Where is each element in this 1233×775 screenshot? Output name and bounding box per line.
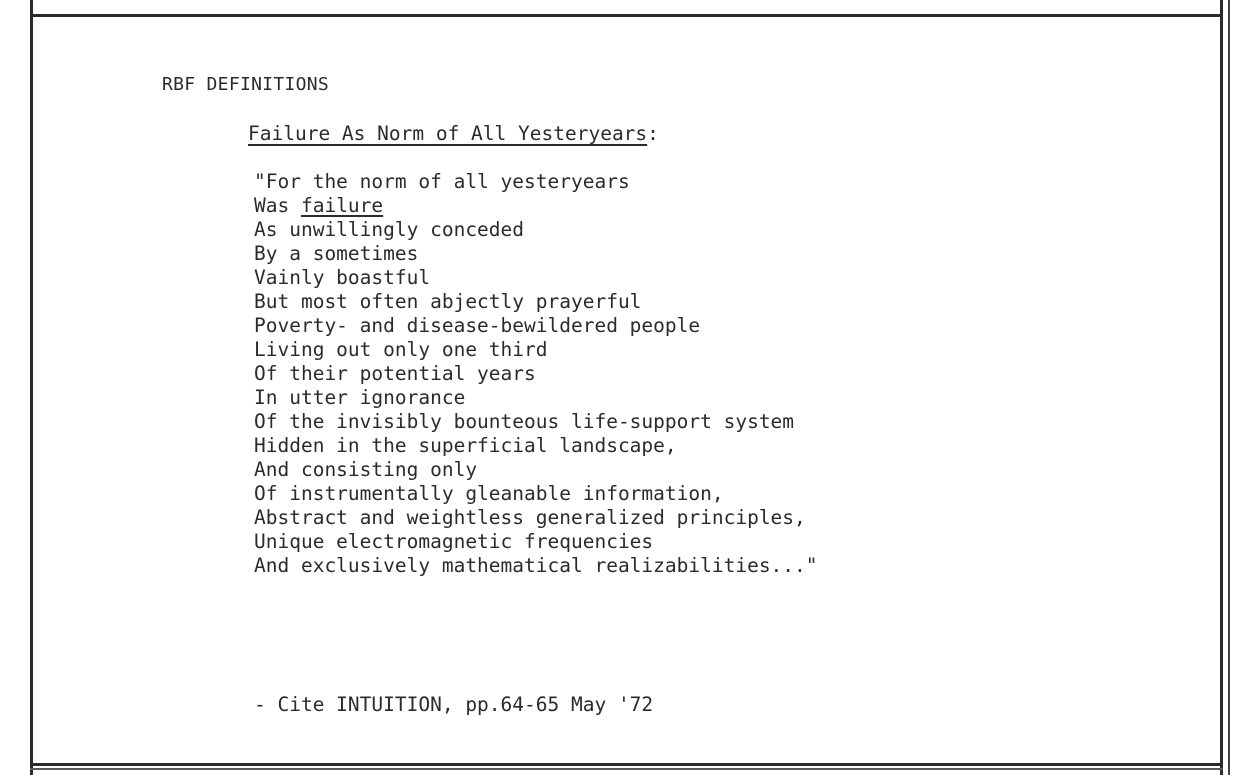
definition-title-text: Failure As Norm of All Yesteryears (248, 122, 648, 145)
poem-line: In utter ignorance (254, 386, 466, 409)
citation: - Cite INTUITION, pp.64-65 May '72 (254, 693, 654, 716)
poem-line: Of instrumentally gleanable information, (254, 482, 724, 505)
definition-title (248, 122, 659, 145)
page-border-right (1220, 0, 1223, 775)
poem-line: Unique electromagnetic frequencies (254, 530, 654, 553)
poem-line: "For the norm of all yesteryears (254, 170, 630, 193)
poem-line-prefix: Was (254, 194, 301, 217)
poem-line: But most often abjectly prayerful (254, 290, 642, 313)
poem-line: Living out only one third (254, 338, 548, 361)
poem-line: Vainly boastful (254, 266, 431, 289)
poem-quote (254, 170, 818, 578)
poem-line: Abstract and weightless generalized principles, (254, 506, 806, 529)
poem-line: Hidden in the superficial landscape, (254, 434, 677, 457)
page-border-bottom-shadow (30, 768, 1223, 770)
emphasized-word: failure (300, 194, 384, 217)
page-border-bottom (30, 763, 1223, 766)
scan-edge-right (1228, 0, 1230, 775)
poem-line: And consisting only (254, 458, 478, 481)
definition-title-colon: : (647, 122, 659, 145)
page-border-left (30, 0, 33, 775)
poem-line: As unwillingly conceded (254, 218, 525, 241)
document-heading: RBF DEFINITIONS (162, 74, 330, 95)
poem-line: Poverty- and disease-bewildered people (254, 314, 701, 337)
page-border-top (30, 14, 1223, 17)
poem-line: Of their potential years (254, 362, 536, 385)
poem-line: Of the invisibly bounteous life-support system (254, 410, 795, 433)
poem-line: And exclusively mathematical realizabilities..." (254, 554, 818, 577)
poem-line (254, 194, 818, 218)
poem-line: By a sometimes (254, 242, 419, 265)
